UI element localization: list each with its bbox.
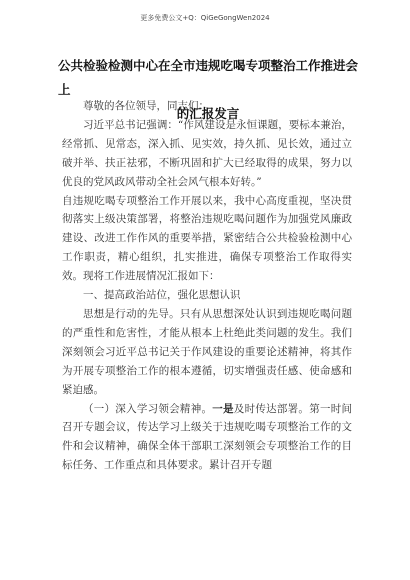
document-body [62, 97, 352, 475]
paragraph: 思想是行动的先导。只有从思想深处认识到违规吃喝问题的严重性和危害性，才能从根本上杜绝此类问题的发生。我们深刻领会习近平总书记关于作风建设的重要论述精神，将其作为开展专项整治工作的根本遵循，切实增强责任感、使命感和紧迫感。 [62, 307, 352, 396]
subsection-label: （一）深入学习领会精神。 [83, 402, 213, 415]
title-line-1: 公共检验检测中心在全市违规吃喝专项整治工作推进会上 [58, 58, 359, 97]
paragraph: 自违规吃喝专项整治工作开展以来，我中心高度重视，坚决贯彻落实上级决策部署，将整治违规吃喝问题作为加强党风廉政建设、改进工作作风的重要举措，紧密结合公共检验检测中心工作职责，精心组织，扎实推进，确保专项整治工作取得实效。现将工作进展情况汇报如下： [62, 194, 352, 283]
paragraph-text: 及时传达部署。第一时间召开专题会议，传达学习上级关于违规吃喝专项整治工作的文件和会议精神，确保全体干部职工深刻领会专项整治工作的目标任务、工作重点和具体要求。累计召开专题 [62, 402, 353, 472]
emphasis-text: 一是 [212, 402, 234, 415]
title-line-2: 的汇报发言 [176, 106, 240, 121]
paragraph: 习近平总书记强调：“作风建设是永恒课题，要标本兼治，经常抓、见常态，深入抓、见实效，持久抓、见长效，通过立破并举、扶正祛邪，不断巩固和扩大已经取得的成果，努力以优良的党风政风带动全社会风气根本好转。” [62, 118, 352, 188]
section-heading: 一、提高政治站位，强化思想认识 [83, 289, 241, 302]
paragraph [62, 400, 352, 476]
header-note: 更多免费公文+Q：QiGeGongWen2024 [140, 14, 270, 22]
salutation: 尊敬的各位领导，同志们： [83, 100, 209, 112]
